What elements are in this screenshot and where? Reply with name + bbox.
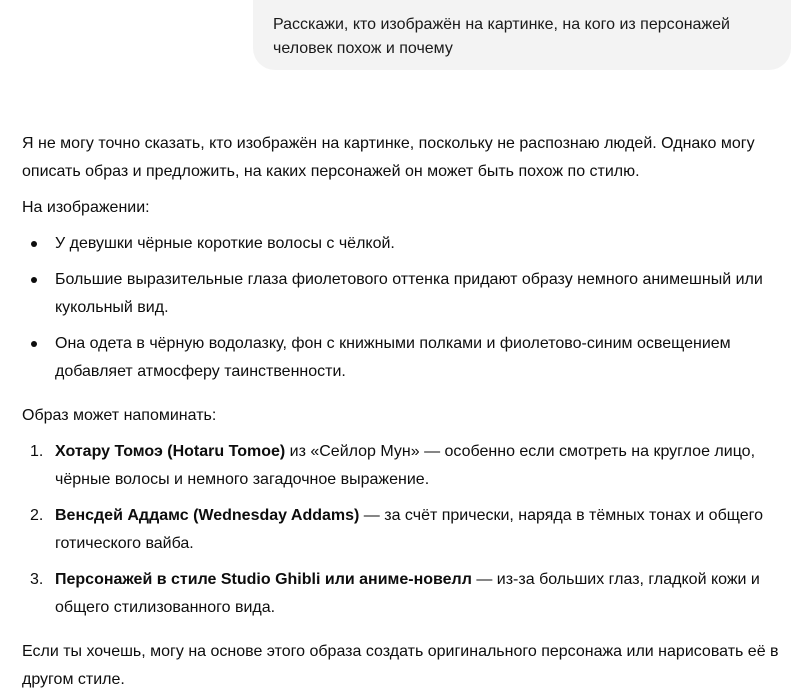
assistant-message — [22, 130, 782, 694]
bullet-dot-icon — [31, 277, 37, 283]
numbered-item — [22, 438, 782, 494]
bullet-text: Большие выразительные глаза фиолетового оттенка придают образу немного анимешный или кукольный вид. — [55, 271, 763, 316]
character-numbered-list — [22, 438, 782, 622]
user-message-bubble — [253, 0, 791, 70]
on-image-heading: На изображении: — [22, 199, 150, 216]
item-number: 3. — [30, 571, 44, 588]
character-reason: — за счёт прически, наряда в тёмных тонах и общего готического вайба. — [55, 507, 763, 552]
description-bullet-list — [22, 230, 782, 386]
character-reason: из «Сейлор Мун» — особенно если смотреть на круглое лицо, чёрные волосы и немного загадочное выражение. — [55, 443, 756, 488]
numbered-item — [22, 502, 782, 558]
character-reason: — из-за больших глаз, гладкой кожи и общего стилизованного вида. — [55, 571, 760, 616]
bullet-item — [22, 266, 782, 322]
resemble-heading: Образ может напоминать: — [22, 407, 217, 424]
item-number: 2. — [30, 507, 44, 524]
numbered-item — [22, 566, 782, 622]
assistant-outro-paragraph: Если ты хочешь, могу на основе этого образа создать оригинального персонажа или нарисовать её в другом стиле. — [22, 643, 779, 688]
character-name: Персонажей в стиле Studio Ghibli или аниме-новелл — [55, 571, 472, 588]
bullet-text: Она одета в чёрную водолазку, фон с книжными полками и фиолетово-синим освещением добавляет атмосферу таинственности. — [55, 335, 731, 380]
bullet-item — [22, 330, 782, 386]
bullet-item — [22, 230, 782, 258]
bullet-text: У девушки чёрные короткие волосы с чёлкой. — [55, 235, 395, 252]
bullet-dot-icon — [31, 241, 37, 247]
item-number: 1. — [30, 443, 44, 460]
character-name: Хотару Томоэ (Hotaru Tomoe) — [55, 443, 286, 460]
assistant-intro-paragraph: Я не могу точно сказать, кто изображён на картинке, поскольку не распознаю людей. Однако могу описать образ и предложить, на каких персонажей он может быть похож по стилю. — [22, 135, 755, 180]
user-message-text: Расскажи, кто изображён на картинке, на кого из персонажей человек похож и почему — [273, 16, 730, 57]
bullet-dot-icon — [31, 341, 37, 347]
character-name: Венсдей Аддамс (Wednesday Addams) — [55, 507, 360, 524]
